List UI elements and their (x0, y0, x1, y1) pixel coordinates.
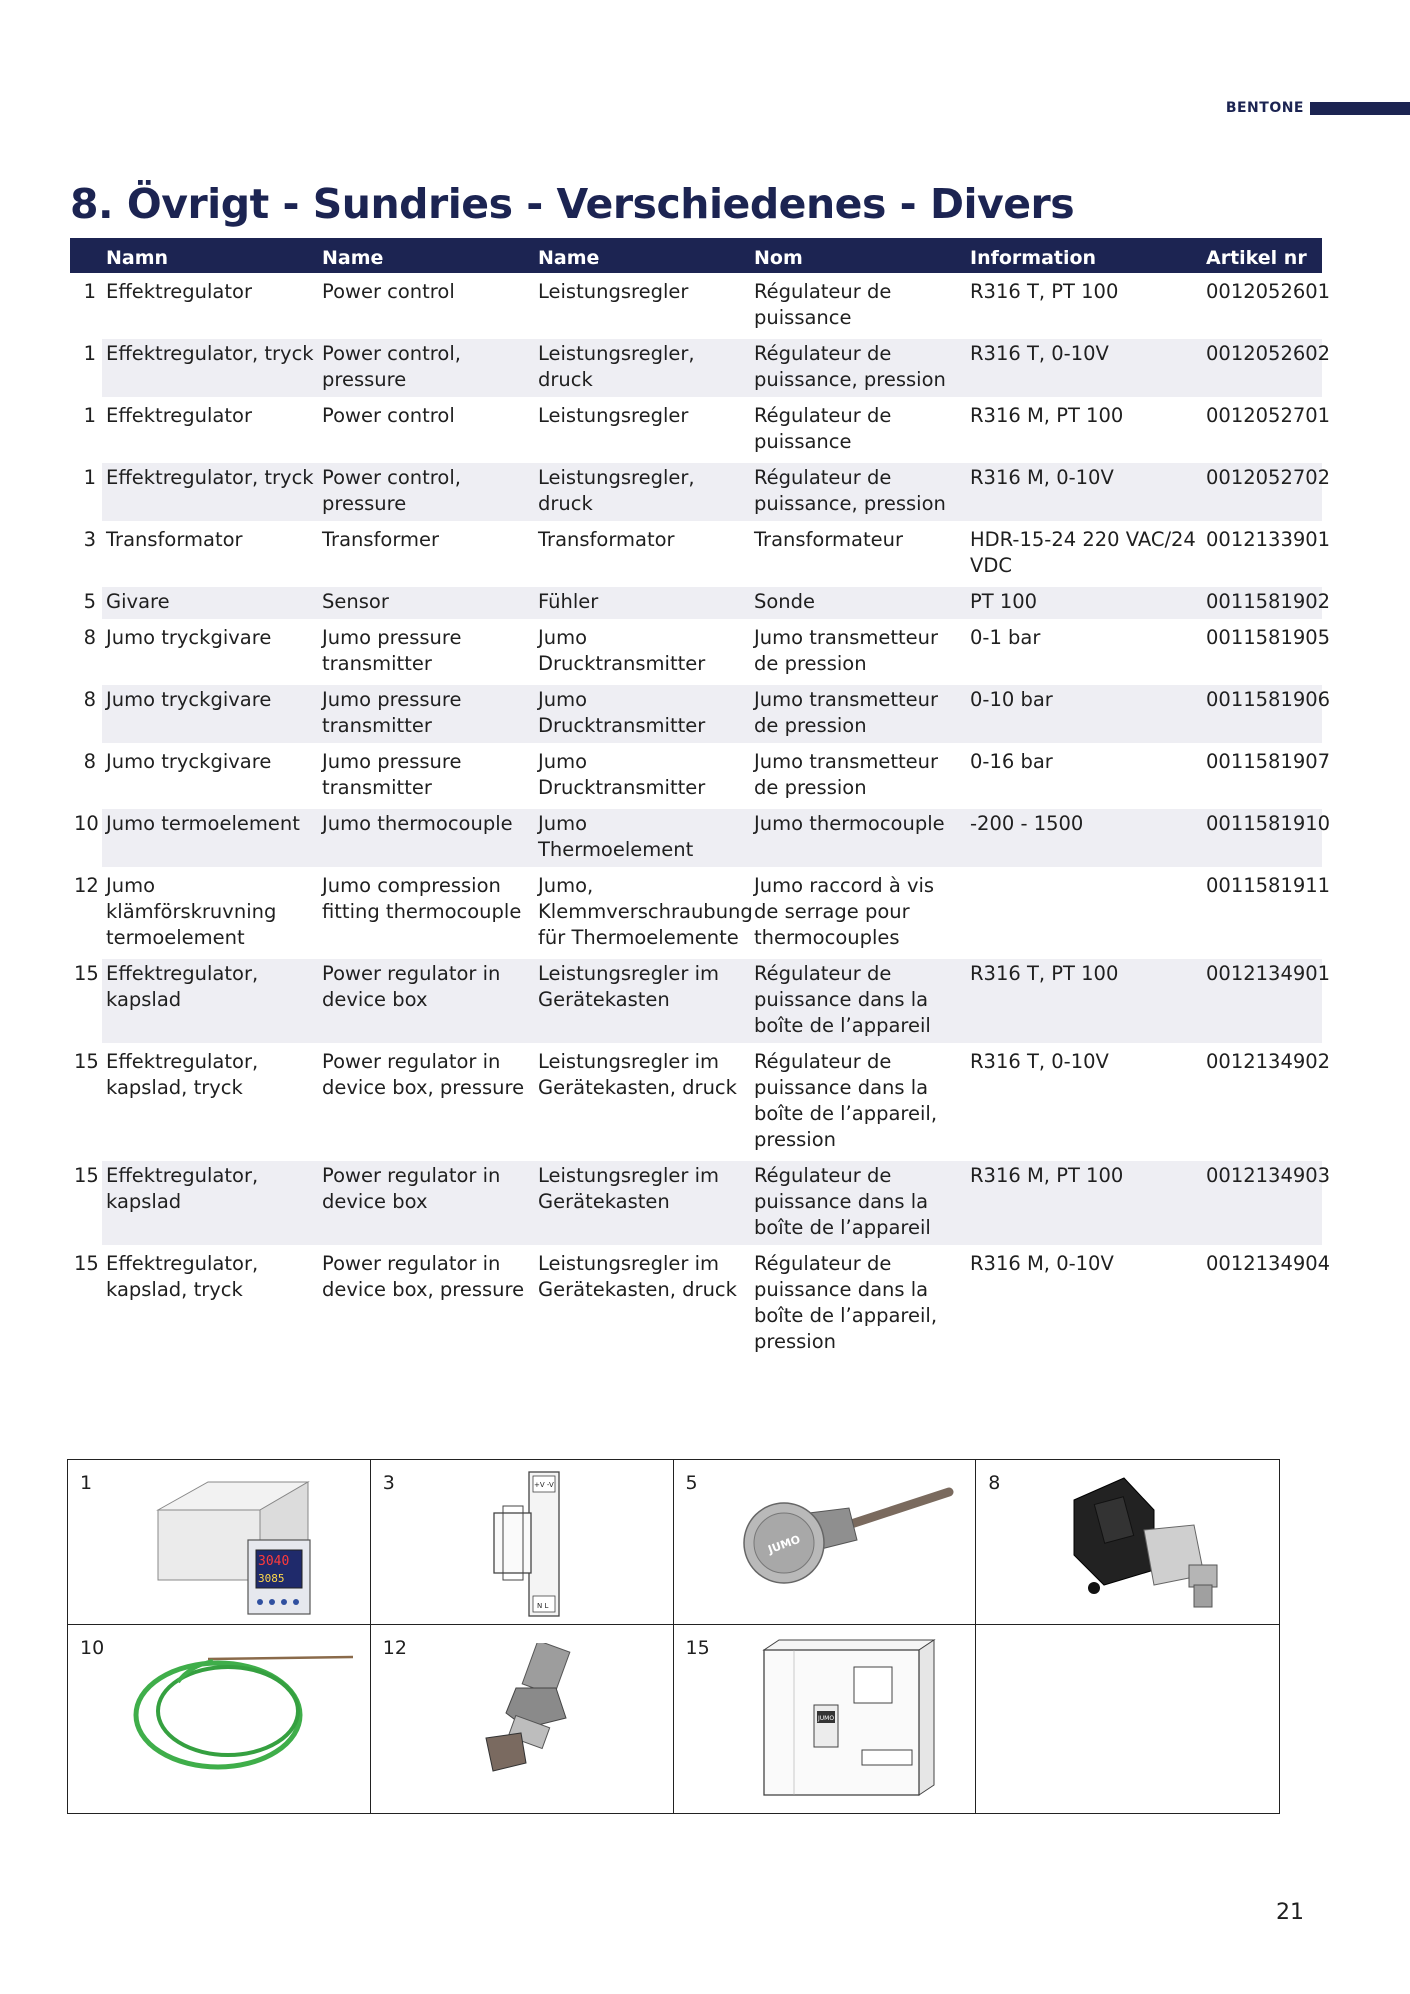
cell-fr: Régulateur de puissance, pression (750, 463, 966, 521)
cell-article: 0012052601 (1206, 280, 1331, 303)
cell-sv: Jumo termoelement (102, 809, 318, 867)
cell-article: 0011581906 (1202, 685, 1322, 743)
compression-fitting-icon (481, 1643, 591, 1778)
cell-article: 0011581905 (1206, 626, 1331, 649)
header-name-en: Name (318, 238, 534, 273)
cell-sv: Effektregulator, kapslad, tryck (106, 1252, 259, 1301)
cell-de: Jumo Drucktransmitter (538, 626, 706, 675)
cell-article: 0012052702 (1202, 463, 1322, 521)
transformer-icon (489, 1468, 564, 1620)
cell-article: 0011581910 (1202, 809, 1322, 867)
row-number: 1 (83, 466, 96, 489)
cell-article: 0012134901 (1202, 959, 1322, 1043)
cell-fr: Régulateur de puissance (754, 280, 892, 329)
cell-article: 0011581907 (1206, 750, 1331, 773)
cell-info (966, 871, 1202, 955)
cell-info: PT 100 (966, 587, 1202, 619)
table-row (70, 623, 1322, 681)
temperature-sensor-icon (739, 1478, 954, 1598)
cell-info: R316 M, 0-10V (966, 463, 1202, 521)
table-row (70, 685, 1322, 743)
cell-fr: Jumo thermocouple (750, 809, 966, 867)
table-row (70, 959, 1322, 1043)
cell-article: 0011581902 (1202, 587, 1322, 619)
page-title: 8. Övrigt - Sundries - Verschiedenes - Divers (70, 180, 1075, 228)
cell-article: 0012134903 (1202, 1161, 1322, 1245)
image-cell-10 (68, 1625, 371, 1813)
image-cell-3 (371, 1460, 674, 1625)
row-number: 1 (83, 280, 96, 303)
row-number: 15 (74, 962, 99, 985)
cell-sv: Effektregulator, tryck (102, 339, 318, 397)
image-cell-15 (674, 1625, 977, 1813)
header-information: Information (966, 238, 1202, 273)
cell-de: Leistungsregler im Gerätekasten (534, 959, 750, 1043)
cell-de: Jumo Thermoelement (534, 809, 750, 867)
cell-article: 0012133901 (1206, 528, 1331, 551)
page-number: 21 (1276, 1900, 1304, 1925)
image-label: 5 (685, 1472, 698, 1494)
power-controller-icon (148, 1470, 323, 1620)
row-number: 5 (83, 590, 96, 613)
cell-article: 0011581911 (1206, 874, 1331, 897)
cell-fr: Régulateur de puissance dans la boîte de l’appareil (750, 1161, 966, 1245)
pressure-transmitter-icon (1054, 1470, 1234, 1620)
row-number: 15 (74, 1050, 99, 1073)
row-number: 8 (83, 626, 96, 649)
cell-info: R316 M, PT 100 (970, 404, 1124, 427)
image-label: 3 (382, 1472, 395, 1494)
cell-de: Leistungsregler im Gerätekasten, druck (538, 1252, 737, 1301)
image-label: 1 (80, 1472, 93, 1494)
controller-display-top: 3040 (258, 1554, 290, 1569)
cell-fr: Jumo transmetteur de pression (750, 685, 966, 743)
image-label: 15 (685, 1637, 710, 1659)
cell-sv: Effektregulator (106, 404, 252, 427)
cell-de: Leistungsregler, druck (534, 463, 750, 521)
cell-de: Jumo Drucktransmitter (534, 685, 750, 743)
cell-fr: Régulateur de puissance dans la boîte de l’appareil, pression (754, 1050, 938, 1151)
table-row (70, 277, 1322, 335)
thermocouple-icon (128, 1637, 358, 1802)
cell-info: HDR-15-24 220 VAC/24 VDC (970, 528, 1196, 577)
cell-de: Jumo Drucktransmitter (538, 750, 706, 799)
image-cell-1 (68, 1460, 371, 1625)
cell-sv: Jumo tryckgivare (106, 626, 272, 649)
cell-en: Jumo thermocouple (318, 809, 534, 867)
cell-en: Power regulator in device box (318, 959, 534, 1043)
row-number: 3 (83, 528, 96, 551)
cell-fr: Régulateur de puissance, pression (750, 339, 966, 397)
cell-fr: Jumo transmetteur de pression (754, 750, 939, 799)
cell-info: 0-16 bar (970, 750, 1053, 773)
table-row (70, 401, 1322, 459)
cell-en: Power control, pressure (318, 339, 534, 397)
image-label: 10 (80, 1637, 105, 1659)
cell-article: 0012052701 (1206, 404, 1331, 427)
cell-fr: Jumo transmetteur de pression (754, 626, 939, 675)
cell-en: Power control, pressure (318, 463, 534, 521)
row-number: 15 (74, 1252, 99, 1275)
cell-info: R316 T, 0-10V (970, 1050, 1109, 1073)
device-box-brand-label: JUMO (817, 1715, 834, 1722)
table-row (70, 1047, 1322, 1157)
cell-sv: Effektregulator, kapslad (102, 1161, 318, 1245)
controller-display-bottom: 3085 (258, 1572, 285, 1585)
cell-en: Power control (322, 404, 455, 427)
cell-fr: Régulateur de puissance dans la boîte de l’appareil (750, 959, 966, 1043)
header-num (70, 238, 102, 273)
cell-en: Power regulator in device box, pressure (322, 1050, 525, 1099)
product-image-grid (67, 1459, 1280, 1814)
table-row (70, 809, 1322, 867)
cell-en: Jumo pressure transmitter (322, 750, 462, 799)
cell-de: Jumo, Klemmverschraubung für Thermoelemente (538, 874, 753, 949)
brand-bar (1310, 102, 1410, 115)
cell-sv: Givare (102, 587, 318, 619)
transformer-top-label: +V -V (533, 1481, 554, 1489)
brand-header (1226, 100, 1410, 116)
cell-en: Jumo pressure transmitter (322, 626, 462, 675)
cell-article: 0012052602 (1202, 339, 1322, 397)
cell-info: 0-10 bar (966, 685, 1202, 743)
table-row (70, 871, 1322, 955)
cell-de: Leistungsregler, druck (534, 339, 750, 397)
cell-sv: Effektregulator, kapslad (102, 959, 318, 1043)
row-number: 8 (83, 688, 96, 711)
cell-fr: Régulateur de puissance dans la boîte de l’appareil, pression (754, 1252, 938, 1353)
cell-article: 0012134902 (1206, 1050, 1331, 1073)
cell-info: R316 T, PT 100 (970, 280, 1119, 303)
header-name-de: Name (534, 238, 750, 273)
cell-en: Transformer (322, 528, 440, 551)
header-namn: Namn (102, 238, 318, 273)
image-cell-5 (674, 1460, 977, 1625)
image-label: 12 (382, 1637, 407, 1659)
row-number: 12 (74, 874, 99, 897)
table-row (70, 463, 1322, 521)
table-header-row (70, 238, 1322, 273)
parts-table (70, 234, 1331, 1363)
table-row (70, 525, 1322, 583)
cell-info: R316 T, 0-10V (966, 339, 1202, 397)
cell-en: Power regulator in device box, pressure (322, 1252, 525, 1301)
cell-de: Transformator (538, 528, 675, 551)
table-row (70, 339, 1322, 397)
image-cell-empty (976, 1625, 1279, 1813)
table-row (70, 1249, 1322, 1359)
cell-info: R316 M, PT 100 (966, 1161, 1202, 1245)
cell-sv: Transformator (106, 528, 243, 551)
cell-en: Jumo compression fitting thermocouple (322, 874, 522, 923)
cell-de: Leistungsregler im Gerätekasten, druck (538, 1050, 737, 1099)
cell-info: 0-1 bar (970, 626, 1041, 649)
cell-fr: Transformateur (754, 528, 903, 551)
table-row (70, 587, 1322, 619)
cell-fr: Régulateur de puissance (754, 404, 892, 453)
cell-en: Jumo pressure transmitter (318, 685, 534, 743)
cell-en: Sensor (318, 587, 534, 619)
transformer-bottom-label: N L (536, 1602, 549, 1610)
cell-de: Fühler (534, 587, 750, 619)
table-row (70, 1161, 1322, 1245)
cell-de: Leistungsregler (538, 280, 689, 303)
cell-article: 0012134904 (1206, 1252, 1331, 1275)
image-label: 8 (988, 1472, 1001, 1494)
cell-sv: Jumo tryckgivare (102, 685, 318, 743)
cell-sv: Effektregulator (106, 280, 252, 303)
cell-de: Leistungsregler (538, 404, 689, 427)
table-row (70, 747, 1322, 805)
cell-fr: Jumo raccord à vis de serrage pour thermocouples (754, 874, 935, 949)
row-number: 8 (83, 750, 96, 773)
header-nom: Nom (750, 238, 966, 273)
cell-fr: Sonde (750, 587, 966, 619)
image-cell-12 (371, 1625, 674, 1813)
cell-sv: Effektregulator, kapslad, tryck (106, 1050, 259, 1099)
cell-info: R316 M, 0-10V (970, 1252, 1114, 1275)
device-box-icon (754, 1635, 944, 1807)
cell-sv: Jumo tryckgivare (106, 750, 272, 773)
header-artikel-nr: Artikel nr (1202, 238, 1322, 273)
image-cell-8 (976, 1460, 1279, 1625)
cell-en: Power control (322, 280, 455, 303)
row-number: 1 (83, 342, 96, 365)
brand-name: BENTONE (1225, 100, 1304, 116)
cell-info: -200 - 1500 (966, 809, 1202, 867)
cell-en: Power regulator in device box (318, 1161, 534, 1245)
cell-sv: Effektregulator, tryck (102, 463, 318, 521)
row-number: 1 (83, 404, 96, 427)
cell-info: R316 T, PT 100 (966, 959, 1202, 1043)
row-number: 10 (74, 812, 99, 835)
cell-sv: Jumo klämförskruvning termoelement (106, 874, 277, 949)
cell-de: Leistungsregler im Gerätekasten (534, 1161, 750, 1245)
sensor-brand-label: JUMO (765, 1532, 802, 1557)
row-number: 15 (74, 1164, 99, 1187)
